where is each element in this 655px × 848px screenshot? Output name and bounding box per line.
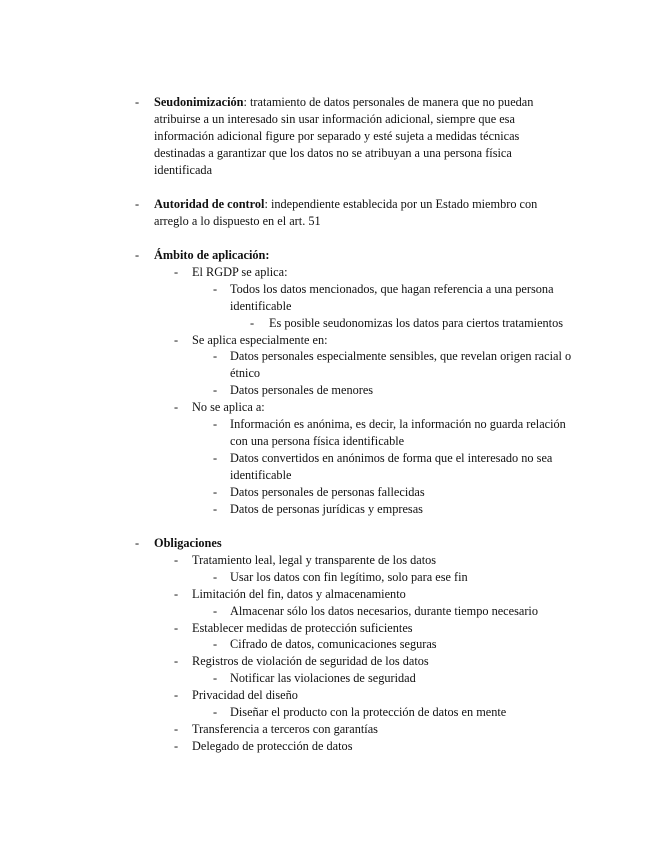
bullet-dash: - xyxy=(135,197,140,211)
definition: : tratamiento de datos personales de manera que no puedan atribuirse a un interesado sin usar información adicional, siempre que esa información adicional figure por separado y esté sujeta a medidas técnicas destinadas a garantizar que los datos no se atribuyan a una persona física identificada xyxy=(154,95,534,177)
list-item xyxy=(0,501,585,518)
list-item xyxy=(0,738,582,755)
item-text: Datos convertidos en anónimos de forma que el interesado no sea identificable xyxy=(230,450,553,482)
item-text: Delegado de protección de datos xyxy=(192,738,353,753)
bullet-dash: - xyxy=(213,569,218,584)
list-item xyxy=(0,382,585,399)
item-text: Diseñar el producto con la protección de datos en mente xyxy=(230,705,507,720)
item-text: Limitación del fin, datos y almacenamiento xyxy=(192,586,406,601)
item-text: Cifrado de datos, comunicaciones seguras xyxy=(230,637,437,652)
list-item xyxy=(0,281,585,315)
definition: : independiente establecida por un Estado miembro con arreglo a lo dispuesto en el art. 51 xyxy=(154,197,538,228)
list-item xyxy=(0,687,582,704)
item-text: Datos personales de personas fallecidas xyxy=(230,484,425,499)
bullet-dash: - xyxy=(174,654,179,669)
item-text: Es posible seudonomizas los datos para ciertos tratamientos xyxy=(269,315,564,330)
bullet-dash: - xyxy=(213,484,218,499)
list-item xyxy=(0,653,582,670)
item-text: Información es anónima, es decir, la información no guarda relación con una persona física identificable xyxy=(230,417,566,448)
bullet-dash: - xyxy=(213,637,218,652)
list-item xyxy=(0,586,582,603)
bullet-dash: - xyxy=(213,349,218,364)
bullet-dash: - xyxy=(213,705,218,720)
bullet-dash: - xyxy=(174,738,179,753)
bullet-dash: - xyxy=(174,688,179,703)
list-item xyxy=(0,332,582,349)
bullet-dash: - xyxy=(174,620,179,635)
bullet-dash: - xyxy=(135,536,140,550)
list-item xyxy=(0,484,585,501)
bullet-dash: - xyxy=(213,501,218,516)
item-text: Notificar las violaciones de seguridad xyxy=(230,671,416,686)
list-item xyxy=(0,535,554,552)
list-item xyxy=(0,247,554,264)
item-text: Registros de violación de seguridad de los datos xyxy=(192,654,429,669)
term: Autoridad de control xyxy=(154,197,265,211)
list-item xyxy=(0,315,589,332)
term: Seudonimización xyxy=(154,95,244,109)
list-item xyxy=(0,620,582,637)
section-autoridad-de-control xyxy=(0,196,554,230)
list-item xyxy=(0,603,585,620)
list-item xyxy=(0,94,554,179)
bullet-dash: - xyxy=(213,281,218,296)
list-item xyxy=(0,670,585,687)
item-text: No se aplica a: xyxy=(192,400,265,415)
item-text: Datos personales especialmente sensibles, que revelan origen racial o étnico xyxy=(230,349,572,381)
section-heading: Ámbito de aplicación: xyxy=(154,248,270,262)
item-text: Datos de personas jurídicas y empresas xyxy=(230,501,423,516)
list-item xyxy=(0,569,585,586)
bullet-dash: - xyxy=(174,721,179,736)
section-seudonimizacion xyxy=(0,94,554,179)
item-text: Tratamiento leal, legal y transparente de los datos xyxy=(192,552,437,567)
list-item xyxy=(0,552,582,569)
bullet-dash: - xyxy=(174,552,179,567)
section-obligaciones xyxy=(0,535,585,755)
bullet-dash: - xyxy=(174,400,179,415)
bullet-dash: - xyxy=(213,450,218,465)
list-item xyxy=(0,196,554,230)
bullet-dash: - xyxy=(135,248,140,262)
list-item xyxy=(0,264,582,281)
bullet-dash: - xyxy=(213,417,218,432)
item-text: El RGDP se aplica: xyxy=(192,264,288,279)
item-text: Datos personales de menores xyxy=(230,383,374,398)
item-text: Establecer medidas de protección suficientes xyxy=(192,620,413,635)
bullet-dash: - xyxy=(213,603,218,618)
section-ambito-de-aplicacion xyxy=(0,247,589,518)
item-text: Todos los datos mencionados, que hagan referencia a una persona identificable xyxy=(230,281,554,313)
item-text: Almacenar sólo los datos necesarios, durante tiempo necesario xyxy=(230,603,538,618)
item-text: Transferencia a terceros con garantías xyxy=(192,721,378,736)
bullet-dash: - xyxy=(174,332,179,347)
bullet-dash: - xyxy=(174,264,179,279)
list-item xyxy=(0,416,585,450)
list-item xyxy=(0,348,585,382)
item-text: Privacidad del diseño xyxy=(192,688,298,703)
bullet-dash: - xyxy=(135,95,140,109)
list-item xyxy=(0,704,585,721)
list-item xyxy=(0,636,585,653)
list-item xyxy=(0,450,585,484)
bullet-dash: - xyxy=(213,671,218,686)
item-text: Usar los datos con fin legítimo, solo para ese fin xyxy=(230,569,468,584)
list-item xyxy=(0,399,582,416)
bullet-dash: - xyxy=(250,315,255,330)
item-text: Se aplica especialmente en: xyxy=(192,332,328,347)
section-heading: Obligaciones xyxy=(154,536,222,550)
bullet-dash: - xyxy=(213,383,218,398)
bullet-dash: - xyxy=(174,586,179,601)
list-item xyxy=(0,721,582,738)
